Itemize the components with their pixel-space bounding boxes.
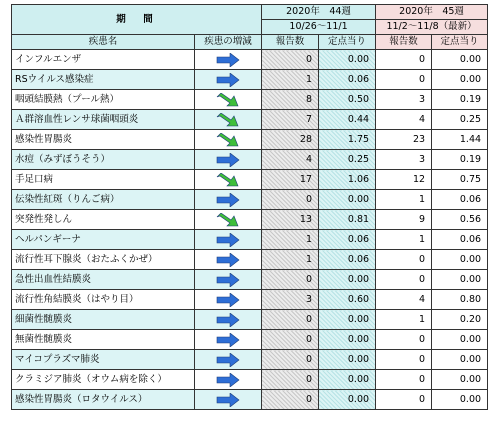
- disease-name: 流行性角結膜炎（はやり目）: [12, 290, 195, 310]
- w44-per-site-rate: 0.44: [319, 110, 376, 130]
- w45-report-count: 0: [376, 350, 432, 370]
- w45-report-count: 0: [376, 250, 432, 270]
- w45-per-site-rate: 0.00: [432, 250, 488, 270]
- w45-report-count: 23: [376, 130, 432, 150]
- table-row: [12, 90, 488, 110]
- trend-right-icon: [195, 330, 262, 350]
- table-row: [12, 50, 488, 70]
- trend-right-icon: [195, 50, 262, 70]
- w45-report-count: 0: [376, 50, 432, 70]
- w44-per-site-rate: 0.00: [319, 370, 376, 390]
- w45-report-count: 3: [376, 90, 432, 110]
- w45-per-site-rate: 0.19: [432, 150, 488, 170]
- w44-per-site-rate: 0.00: [319, 190, 376, 210]
- w45-report-count: 0: [376, 370, 432, 390]
- w44-report-count: 13: [262, 210, 319, 230]
- w45-per-site-rate: 0.00: [432, 50, 488, 70]
- w45-report-count: 12: [376, 170, 432, 190]
- w44-report-count: 0: [262, 50, 319, 70]
- trend-right-icon: [195, 70, 262, 90]
- w45-report-count: 9: [376, 210, 432, 230]
- trend-down-icon: [195, 90, 262, 110]
- header-row-weeks: [12, 5, 488, 20]
- trend-right-icon: [195, 230, 262, 250]
- trend-down-icon: [195, 210, 262, 230]
- w45-per-site-rate: 0.00: [432, 330, 488, 350]
- w45-report-count: 0: [376, 70, 432, 90]
- col-header-disease: 疾患名: [12, 35, 195, 50]
- col-header-w45-per-site: 定点当り: [432, 35, 488, 50]
- period-label: 期 間: [12, 5, 262, 35]
- w44-report-count: 28: [262, 130, 319, 150]
- col-header-w44-reports: 報告数: [262, 35, 319, 50]
- w44-per-site-rate: 0.00: [319, 330, 376, 350]
- w45-report-count: 4: [376, 110, 432, 130]
- w45-per-site-rate: 0.06: [432, 190, 488, 210]
- w45-per-site-rate: 0.00: [432, 370, 488, 390]
- w44-report-count: 0: [262, 350, 319, 370]
- w44-report-count: 7: [262, 110, 319, 130]
- table-row: [12, 370, 488, 390]
- week44-range: 10/26～11/1: [262, 20, 376, 35]
- disease-name: 突発性発しん: [12, 210, 195, 230]
- table-row: [12, 270, 488, 290]
- trend-right-icon: [195, 270, 262, 290]
- w44-per-site-rate: 0.60: [319, 290, 376, 310]
- w44-report-count: 0: [262, 390, 319, 410]
- w44-per-site-rate: 0.06: [319, 230, 376, 250]
- w44-per-site-rate: 0.50: [319, 90, 376, 110]
- w45-per-site-rate: 0.75: [432, 170, 488, 190]
- w44-report-count: 17: [262, 170, 319, 190]
- trend-down-icon: [195, 170, 262, 190]
- disease-name: 咽頭結膜熱（プール熱）: [12, 90, 195, 110]
- disease-name: 手足口病: [12, 170, 195, 190]
- w45-per-site-rate: 1.44: [432, 130, 488, 150]
- trend-down-icon: [195, 130, 262, 150]
- header-row-columns: [12, 35, 488, 50]
- disease-name: Ａ群溶血性レンサ球菌咽頭炎: [12, 110, 195, 130]
- w45-per-site-rate: 0.06: [432, 230, 488, 250]
- w45-per-site-rate: 0.00: [432, 390, 488, 410]
- trend-right-icon: [195, 250, 262, 270]
- table-row: [12, 230, 488, 250]
- week44-label: 2020年 44週: [262, 5, 376, 20]
- w45-report-count: 4: [376, 290, 432, 310]
- disease-name: 水痘（みずぼうそう）: [12, 150, 195, 170]
- disease-name: 無菌性髄膜炎: [12, 330, 195, 350]
- table-row: [12, 70, 488, 90]
- w44-report-count: 0: [262, 190, 319, 210]
- table-row: [12, 110, 488, 130]
- w45-report-count: 1: [376, 230, 432, 250]
- disease-name: 伝染性紅斑（りんご病）: [12, 190, 195, 210]
- w45-per-site-rate: 0.00: [432, 70, 488, 90]
- w44-per-site-rate: 0.06: [319, 70, 376, 90]
- trend-right-icon: [195, 150, 262, 170]
- table-row: [12, 130, 488, 150]
- table-row: [12, 190, 488, 210]
- disease-surveillance-table: [11, 4, 488, 410]
- w44-report-count: 1: [262, 70, 319, 90]
- w44-per-site-rate: 0.00: [319, 390, 376, 410]
- w44-per-site-rate: 0.25: [319, 150, 376, 170]
- trend-right-icon: [195, 310, 262, 330]
- table-row: [12, 390, 488, 410]
- disease-name: 急性出血性結膜炎: [12, 270, 195, 290]
- w44-report-count: 1: [262, 230, 319, 250]
- w44-per-site-rate: 0.00: [319, 270, 376, 290]
- w44-report-count: 0: [262, 270, 319, 290]
- disease-name: クラミジア肺炎（オウム病を除く）: [12, 370, 195, 390]
- w44-report-count: 0: [262, 310, 319, 330]
- w45-per-site-rate: 0.00: [432, 350, 488, 370]
- w45-report-count: 0: [376, 330, 432, 350]
- table-row: [12, 330, 488, 350]
- trend-right-icon: [195, 370, 262, 390]
- w45-per-site-rate: 0.00: [432, 270, 488, 290]
- trend-right-icon: [195, 190, 262, 210]
- w44-per-site-rate: 0.00: [319, 50, 376, 70]
- w44-per-site-rate: 0.00: [319, 310, 376, 330]
- disease-name: 細菌性髄膜炎: [12, 310, 195, 330]
- trend-right-icon: [195, 350, 262, 370]
- w44-report-count: 1: [262, 250, 319, 270]
- w44-report-count: 8: [262, 90, 319, 110]
- w44-report-count: 0: [262, 330, 319, 350]
- surveillance-table-wrapper: [11, 4, 488, 410]
- disease-name: 感染性胃腸炎: [12, 130, 195, 150]
- w45-per-site-rate: 0.20: [432, 310, 488, 330]
- w45-per-site-rate: 0.56: [432, 210, 488, 230]
- table-row: [12, 210, 488, 230]
- trend-right-icon: [195, 290, 262, 310]
- disease-name: インフルエンザ: [12, 50, 195, 70]
- w45-report-count: 0: [376, 390, 432, 410]
- w44-per-site-rate: 1.06: [319, 170, 376, 190]
- col-header-w45-reports: 報告数: [376, 35, 432, 50]
- disease-name: RSウイルス感染症: [12, 70, 195, 90]
- w44-per-site-rate: 0.81: [319, 210, 376, 230]
- disease-name: 流行性耳下腺炎（おたふくかぜ）: [12, 250, 195, 270]
- col-header-w44-per-site: 定点当り: [319, 35, 376, 50]
- w44-report-count: 4: [262, 150, 319, 170]
- col-header-trend: 疾患の増減: [195, 35, 262, 50]
- table-row: [12, 250, 488, 270]
- w45-report-count: 1: [376, 310, 432, 330]
- w45-per-site-rate: 0.19: [432, 90, 488, 110]
- w45-report-count: 1: [376, 190, 432, 210]
- w45-per-site-rate: 0.25: [432, 110, 488, 130]
- w45-report-count: 0: [376, 270, 432, 290]
- trend-right-icon: [195, 390, 262, 410]
- w44-per-site-rate: 0.00: [319, 350, 376, 370]
- table-row: [12, 310, 488, 330]
- week45-range: 11/2～11/8（最新）: [376, 20, 488, 35]
- trend-down-icon: [195, 110, 262, 130]
- table-row: [12, 170, 488, 190]
- w44-report-count: 3: [262, 290, 319, 310]
- w44-per-site-rate: 1.75: [319, 130, 376, 150]
- disease-name: ヘルパンギーナ: [12, 230, 195, 250]
- disease-name: 感染性胃腸炎（ロタウイルス）: [12, 390, 195, 410]
- table-row: [12, 150, 488, 170]
- table-row: [12, 290, 488, 310]
- disease-name: マイコプラズマ肺炎: [12, 350, 195, 370]
- w44-report-count: 0: [262, 370, 319, 390]
- week45-label: 2020年 45週: [376, 5, 488, 20]
- w45-report-count: 3: [376, 150, 432, 170]
- w45-per-site-rate: 0.80: [432, 290, 488, 310]
- table-row: [12, 350, 488, 370]
- w44-per-site-rate: 0.06: [319, 250, 376, 270]
